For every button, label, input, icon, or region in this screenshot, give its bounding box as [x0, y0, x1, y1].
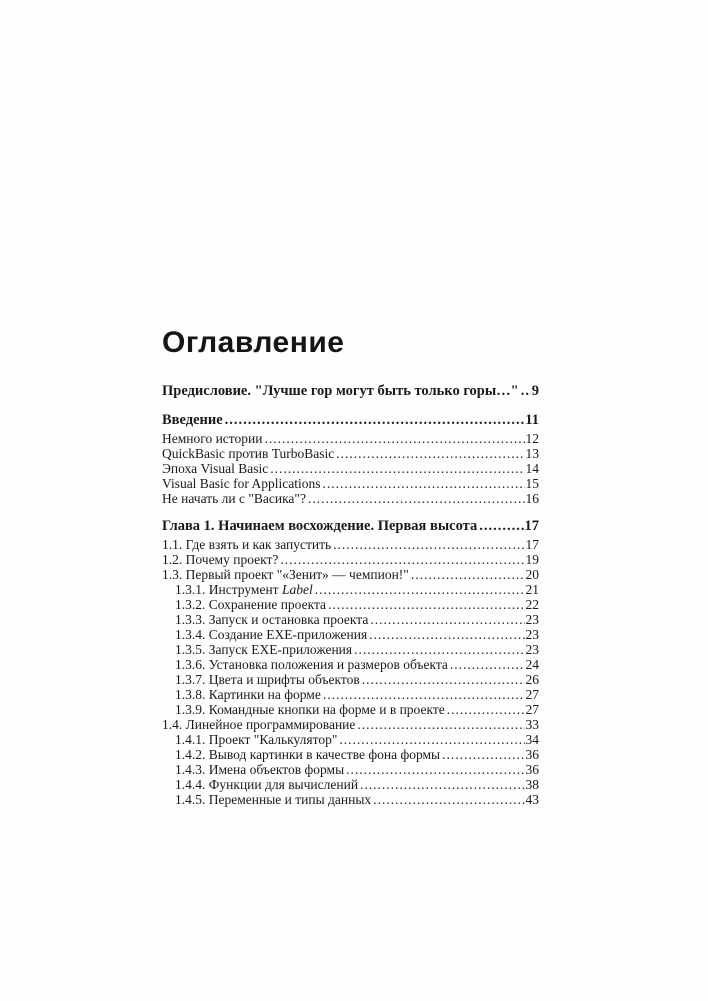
toc-entry-page: 27: [525, 687, 539, 702]
toc-entry-label-italic: Label: [281, 582, 313, 597]
dot-leader: [411, 567, 525, 582]
toc-entry-page: 43: [525, 792, 539, 807]
toc-entry: [162, 552, 539, 567]
toc-entry-label: 1.3.5. Запуск EXE-приложения: [175, 642, 353, 657]
toc-entry-label: 1.1. Где взять и как запустить: [162, 537, 332, 552]
dot-leader: [442, 747, 524, 762]
toc-entry-page: 26: [525, 672, 539, 687]
toc-entry-page: 9: [531, 383, 539, 399]
toc-entry: [162, 642, 539, 657]
toc-entry-label: Visual Basic for Applications: [162, 476, 321, 491]
dot-leader: [323, 476, 525, 491]
page-content: [162, 326, 539, 807]
toc-entry-label: 1.3.1. Инструмент Label: [175, 582, 313, 597]
dot-leader: [362, 672, 525, 687]
toc-entry: [162, 476, 539, 491]
toc-entry: [162, 537, 539, 552]
dot-leader: [333, 537, 524, 552]
toc-entry: [162, 672, 539, 687]
toc-entry: [162, 747, 539, 762]
toc-entry-label: 1.4.5. Переменные и типы данных: [175, 792, 372, 807]
toc-entry-page: 24: [525, 657, 539, 672]
dot-leader: [360, 777, 524, 792]
toc-entry: [162, 412, 539, 429]
toc-entry-label: 1.3.6. Установка положения и размеров объекта: [175, 657, 448, 672]
dot-leader: [370, 612, 524, 627]
toc-entry-page: 33: [525, 717, 539, 732]
toc-entry: [162, 732, 539, 747]
dot-leader: [354, 642, 524, 657]
dot-leader: [315, 582, 525, 597]
toc-entry: [162, 446, 539, 461]
dot-leader: [336, 446, 524, 461]
toc-entry-label: Не начать ли с "Васика"?: [162, 491, 306, 506]
toc-entry-label: Немного истории: [162, 431, 263, 446]
toc-entry-page: 21: [525, 582, 539, 597]
dot-leader: [369, 627, 524, 642]
toc-entry-page: 36: [525, 762, 539, 777]
toc-entry: [162, 567, 539, 582]
dot-leader: [357, 717, 524, 732]
toc-entry-label: 1.3.4. Создание EXE-приложения: [175, 627, 368, 642]
dot-leader: [373, 792, 524, 807]
dot-leader: [521, 383, 531, 400]
toc-entry-label: Эпоха Visual Basic: [162, 461, 269, 476]
toc-entry: [162, 627, 539, 642]
toc-entry: [162, 383, 539, 400]
toc-entry-page: 22: [525, 597, 539, 612]
toc-entry-label: Предисловие. "Лучше гор могут быть только горы…": [162, 383, 519, 399]
toc-entry-page: 11: [525, 412, 539, 428]
toc-entry-label: 1.3.3. Запуск и остановка проекта: [175, 612, 369, 627]
toc-entry: [162, 461, 539, 476]
dot-leader: [339, 732, 524, 747]
toc-entry-label: QuickBasic против TurboBasic: [162, 446, 335, 461]
toc-entry: [162, 431, 539, 446]
toc-entry-label: 1.3.9. Командные кнопки на форме и в проекте: [175, 702, 445, 717]
dot-leader: [264, 431, 524, 446]
toc-entry-page: 17: [524, 518, 539, 534]
toc-entry-page: 15: [525, 476, 539, 491]
toc-entry-label: 1.3.8. Картинки на форме: [175, 687, 321, 702]
toc-entry-label: Введение: [162, 412, 223, 428]
toc-entry-label: 1.4.3. Имена объектов формы: [175, 762, 345, 777]
page-title: Оглавление: [162, 326, 345, 359]
toc-entry: [162, 717, 539, 732]
toc-entry-label: 1.4. Линейное программирование: [162, 717, 356, 732]
toc-entry-page: 13: [525, 446, 539, 461]
toc-entry: [162, 792, 539, 807]
toc-entry-page: 19: [525, 552, 539, 567]
toc-entry: [162, 582, 539, 597]
dot-leader: [447, 702, 525, 717]
dot-leader: [346, 762, 524, 777]
toc-entry-label: 1.2. Почему проект?: [162, 552, 279, 567]
dot-leader: [328, 597, 524, 612]
toc-entry: [162, 612, 539, 627]
toc-entry: [162, 777, 539, 792]
toc-entry: [162, 687, 539, 702]
dot-leader: [479, 518, 523, 535]
toc-entry-page: 23: [525, 642, 539, 657]
dot-leader: [225, 412, 525, 429]
toc-entry-label: 1.3. Первый проект "«Зенит» — чемпион!": [162, 567, 409, 582]
toc-entry-label: Глава 1. Начинаем восхождение. Первая высота: [162, 518, 478, 534]
toc-entry-page: 12: [525, 431, 539, 446]
toc-entry-label: 1.4.1. Проект "Калькулятор": [175, 732, 338, 747]
toc-entry-page: 20: [525, 567, 539, 582]
toc-entry-label: 1.4.4. Функции для вычислений: [175, 777, 359, 792]
toc-entry-page: 14: [525, 461, 539, 476]
toc-entry-page: 17: [525, 537, 539, 552]
toc-entry-label: 1.3.7. Цвета и шрифты объектов: [175, 672, 360, 687]
toc-entry: [162, 597, 539, 612]
dot-leader: [270, 461, 524, 476]
toc-entry: [162, 491, 539, 506]
toc-entry: [162, 657, 539, 672]
toc-entry-label: 1.4.2. Вывод картинки в качестве фона формы: [175, 747, 441, 762]
toc-entry: [162, 518, 539, 535]
toc-entry-page: 23: [525, 612, 539, 627]
toc-entry-page: 16: [525, 491, 539, 506]
dot-leader: [450, 657, 525, 672]
toc-entry-label: 1.3.2. Сохранение проекта: [175, 597, 327, 612]
dot-leader: [280, 552, 524, 567]
toc-entry-page: 36: [525, 747, 539, 762]
toc-entry: [162, 702, 539, 717]
dot-leader: [308, 491, 525, 506]
toc-entry-page: 38: [525, 777, 539, 792]
dot-leader: [323, 687, 525, 702]
toc-entry-page: 27: [525, 702, 539, 717]
toc-entry: [162, 762, 539, 777]
toc-entry-page: 34: [525, 732, 539, 747]
table-of-contents: [162, 383, 539, 807]
toc-entry-page: 23: [525, 627, 539, 642]
